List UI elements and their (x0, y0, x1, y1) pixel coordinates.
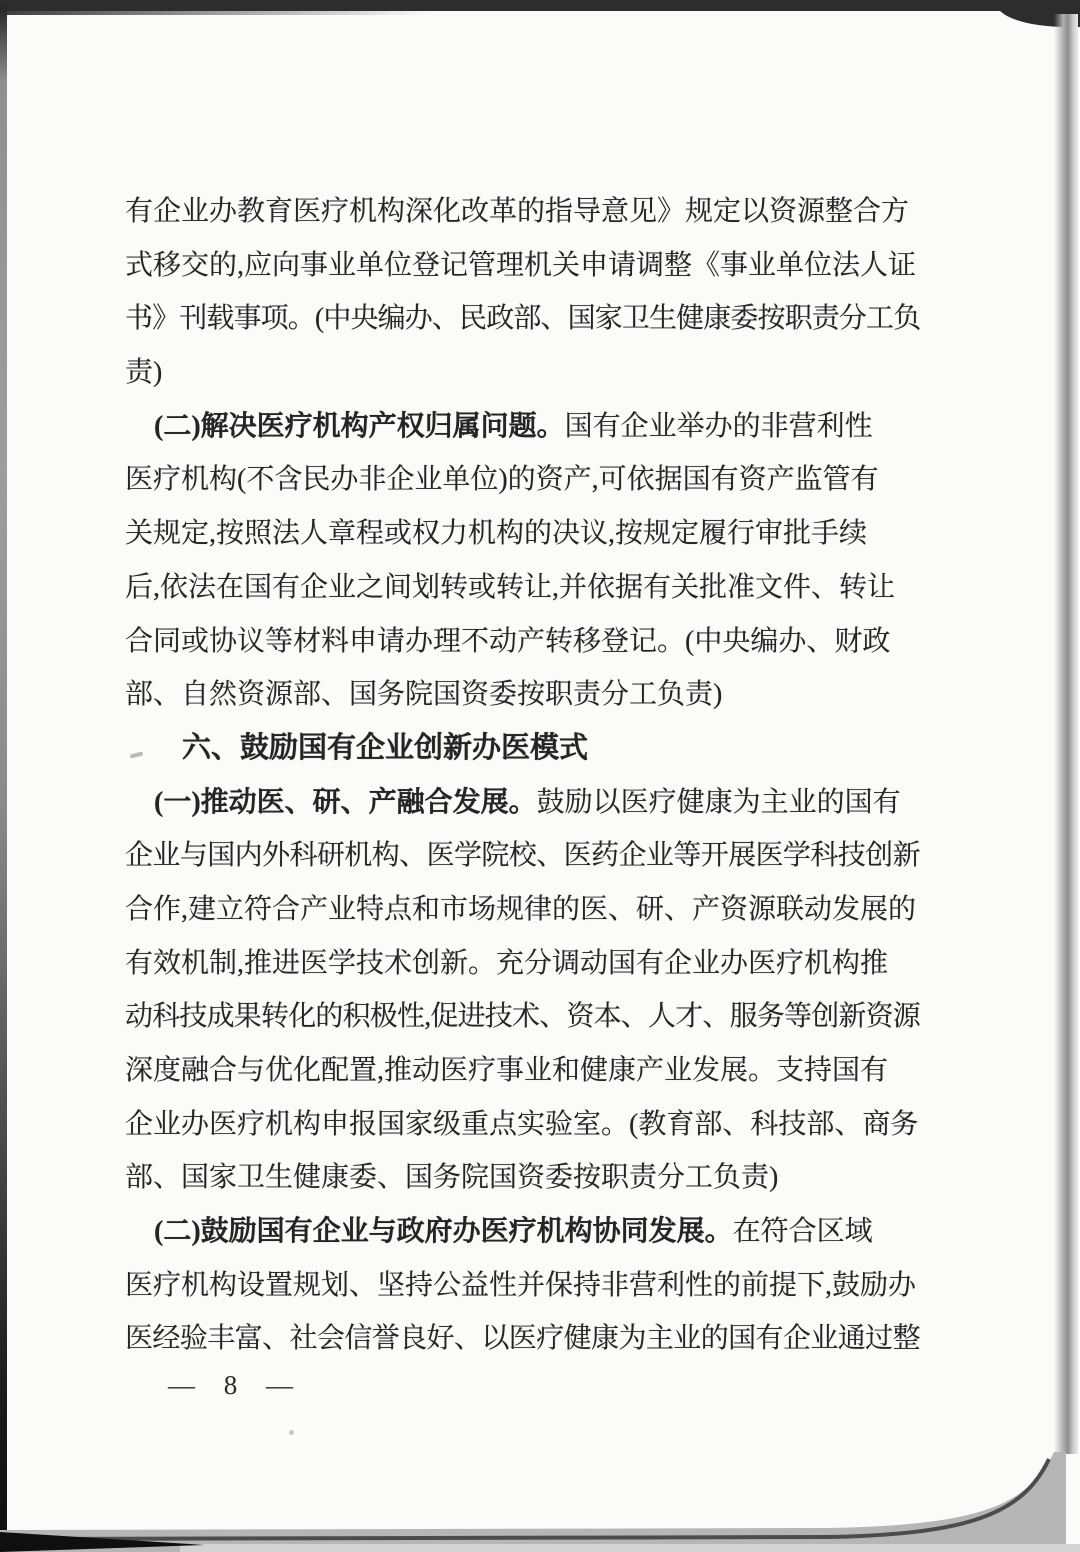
text-line: 有企业办教育医疗机构深化改革的指导意见》规定以资源整合方 (125, 196, 910, 227)
text-line: 企业与国内外科研机构、医学院校、医药企业等开展医学科技创新 (125, 840, 921, 872)
text-line: 书》刊载事项。(中央编办、民政部、国家卫生健康委按职责分工负 (125, 303, 921, 335)
text-line: 企业办医疗机构申报国家级重点实验室。(教育部、科技部、商务 (125, 1108, 919, 1140)
scan-edge-top-shadow (0, 11, 430, 15)
text-line: 医疗机构(不含民办非企业单位)的资产,可依据国有资产监管有 (125, 464, 879, 496)
scan-edge-right (1054, 14, 1078, 1454)
text-line: 式移交的,应向事业单位登记管理机关申请调整《事业单位法人证 (125, 249, 917, 281)
scan-speck (289, 1430, 294, 1435)
text-line: 深度融合与优化配置,推动医疗事业和健康产业发展。支持国有 (125, 1055, 889, 1086)
text-line: 关规定,按照法人章程或权力机构的决议,按规定履行审批手续 (125, 518, 868, 550)
text-line: 医经验丰富、社会信誉良好、以医疗健康为主业的国有企业通过整 (125, 1323, 921, 1355)
clause-body: 在符合区域 (732, 1216, 873, 1248)
scan-edge-top (0, 0, 1080, 11)
section-heading: 六、鼓励国有企业创新办医模式 (182, 731, 589, 764)
clause-lead: (二)解决医疗机构产权归属问题。 (154, 410, 565, 442)
text-line-paragraph-start (125, 400, 920, 454)
text-line: 有效机制,推进医学技术创新。充分调动国有企业办医疗机构推 (125, 947, 889, 979)
text-line-paragraph-start (125, 1205, 920, 1259)
text-line: 责) (125, 357, 163, 389)
text-line: 动科技成果转化的积极性,促进技术、资本、人才、服务等创新资源 (125, 1001, 921, 1033)
text-line-paragraph-start (125, 776, 920, 830)
page-number: — 8 — (168, 1370, 297, 1400)
scan-edge-left (0, 6, 7, 1540)
text-line: 医疗机构设置规划、坚持公益性并保持非营利性的前提下,鼓励办 (125, 1269, 917, 1301)
document-body (125, 185, 920, 1366)
text-line: 合同或协议等材料申请办理不动产转移登记。(中央编办、财政 (125, 625, 891, 657)
text-line: 后,依法在国有企业之间划转或转让,并依据有关批准文件、转让 (125, 571, 896, 603)
text-line: 合作,建立符合产业特点和市场规律的医、研、产资源联动发展的 (125, 893, 917, 925)
clause-body: 国有企业举办的非营利性 (564, 410, 873, 442)
text-line: 部、自然资源部、国务院国资委按职责分工负责) (125, 679, 723, 711)
clause-lead: (二)鼓励国有企业与政府办医疗机构协同发展。 (154, 1216, 733, 1248)
clause-lead: (一)推动医、研、产融合发展。 (154, 786, 537, 818)
text-line: 部、国家卫生健康委、国务院国资委按职责分工负责) (125, 1162, 779, 1194)
clause-body: 鼓励以医疗健康为主业的国有 (536, 786, 901, 818)
